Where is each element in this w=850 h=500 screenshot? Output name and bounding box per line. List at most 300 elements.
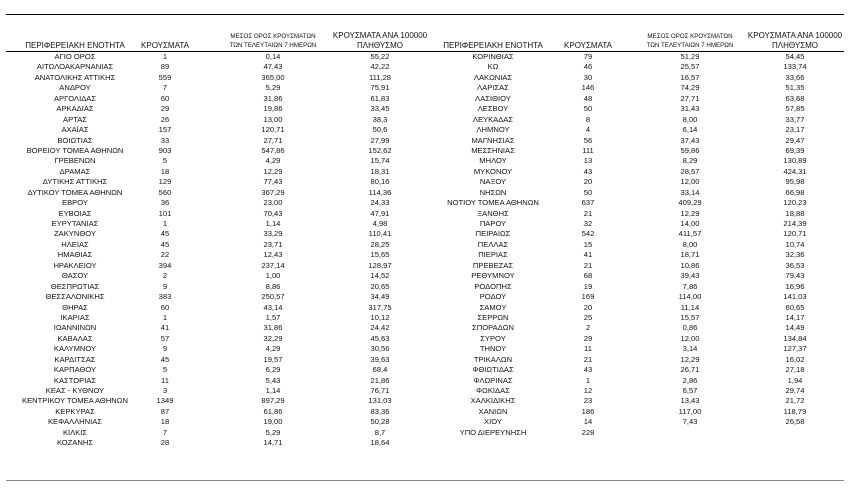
- region-cell: ΣΥΡΟΥ: [480, 333, 506, 343]
- avg7-cell: 1,00: [265, 271, 281, 281]
- cases-cell: 33: [160, 135, 170, 145]
- per100k-cell: 79,43: [785, 271, 805, 281]
- table-row: [0, 271, 425, 281]
- table-row: [418, 115, 850, 125]
- avg7-cell: 27,71: [263, 135, 283, 145]
- cases-cell: 18: [160, 166, 170, 176]
- region-cell: ΚΑΡΔΙΤΣΑΣ: [54, 354, 96, 364]
- avg7-cell: 19,86: [263, 104, 283, 114]
- table-row: [418, 104, 850, 114]
- avg7-cell: 27,71: [680, 93, 700, 103]
- cases-cell: 20: [583, 302, 593, 312]
- cases-cell: 146: [581, 83, 595, 93]
- cases-cell: 23: [583, 396, 593, 406]
- region-cell: ΤΗΝΟΥ: [479, 344, 507, 354]
- table-row: [0, 313, 425, 323]
- region-cell: ΧΙΟΥ: [484, 417, 502, 427]
- cases-cell: 45: [160, 239, 170, 249]
- table-row: [418, 376, 850, 386]
- table-row: [0, 52, 425, 62]
- table-row: [418, 209, 850, 219]
- cases-cell: 43: [583, 166, 593, 176]
- per100k-cell: 18,31: [370, 166, 390, 176]
- cases-cell: 15: [583, 239, 593, 249]
- cases-cell: 542: [581, 229, 595, 239]
- right-table-body: [418, 52, 850, 438]
- avg7-cell: 5,29: [265, 83, 281, 93]
- region-cell: ΚΑΣΤΟΡΙΑΣ: [53, 375, 97, 385]
- avg7-cell: 411,57: [678, 229, 702, 239]
- table-row: [418, 261, 850, 271]
- region-cell: ΚΑΒΑΛΑΣ: [57, 333, 93, 343]
- per100k-cell: 29,74: [785, 386, 805, 395]
- region-cell: ΑΝΔΡΟΥ: [59, 83, 91, 93]
- cases-cell: 41: [160, 323, 170, 333]
- table-row: [0, 396, 425, 406]
- region-cell: ΛΑΣΙΘΙΟΥ: [475, 93, 511, 103]
- cases-cell: 19: [583, 281, 593, 291]
- per100k-cell: 110,41: [368, 229, 392, 239]
- per100k-cell: 54,45: [785, 52, 805, 61]
- table-row: [418, 52, 850, 62]
- region-cell: ΒΟΙΩΤΙΑΣ: [57, 135, 93, 145]
- table-row: [0, 344, 425, 354]
- region-cell: ΕΒΡΟΥ: [62, 198, 88, 208]
- avg7-cell: 10,86: [680, 260, 700, 270]
- avg7-cell: 117,00: [678, 406, 702, 416]
- per100k-cell: 28,25: [370, 239, 390, 249]
- table-row: [0, 292, 425, 302]
- avg7-cell: 367,29: [261, 187, 285, 197]
- table-row: [418, 250, 850, 260]
- cases-cell: 383: [158, 292, 172, 302]
- cases-cell: 1: [162, 52, 168, 61]
- per100k-cell: 27,18: [785, 365, 805, 375]
- region-cell: ΙΚΑΡΙΑΣ: [60, 312, 90, 322]
- table-row: [418, 188, 850, 198]
- cases-cell: 57: [160, 333, 170, 343]
- table-row: [0, 146, 425, 156]
- table-row: [0, 355, 425, 365]
- per100k-cell: 57,85: [785, 104, 805, 114]
- cases-cell: 22: [160, 250, 170, 260]
- table-row: [418, 83, 850, 93]
- table-row: [418, 62, 850, 72]
- avg7-cell: 23,71: [263, 239, 283, 249]
- table-row: [0, 198, 425, 208]
- per100k-cell: 33,77: [785, 114, 805, 124]
- per100k-cell: 36,53: [785, 260, 805, 270]
- table-row: [418, 396, 850, 406]
- table-row: [0, 209, 425, 219]
- region-cell: ΚΟΡΙΝΘΙΑΣ: [472, 52, 514, 61]
- table-row: [418, 334, 850, 344]
- table-row: [418, 386, 850, 396]
- table-row: [0, 62, 425, 72]
- region-cell: ΜΕΣΣΗΝΙΑΣ: [471, 145, 515, 155]
- avg7-cell: 6,14: [682, 125, 698, 135]
- per100k-cell: 50,28: [370, 417, 390, 427]
- per100k-cell: 61,83: [370, 93, 390, 103]
- region-cell: ΑΙΤΩΛΟΑΚΑΡΝΑΝΙΑΣ: [36, 62, 114, 72]
- region-cell: ΓΡΕΒΕΝΩΝ: [54, 156, 96, 166]
- region-cell: ΚΩ: [487, 62, 499, 72]
- cases-cell: 5: [162, 365, 168, 375]
- region-cell: ΜΑΓΝΗΣΙΑΣ: [471, 135, 515, 145]
- cases-cell: 7: [162, 427, 168, 437]
- per100k-cell: 133,74: [783, 62, 807, 72]
- table-row: [418, 417, 850, 427]
- per100k-cell: 34,49: [370, 292, 390, 302]
- per100k-cell: 50,6: [372, 125, 388, 135]
- right-header-per100k-line1: ΚΡΟΥΣΜΑΤΑ ΑΝΑ 100000: [747, 31, 843, 40]
- avg7-cell: 365,00: [261, 72, 285, 82]
- region-cell: ΑΝΑΤΟΛΙΚΗΣ ΑΤΤΙΚΗΣ: [34, 72, 116, 82]
- region-cell: ΡΕΘΥΜΝΟΥ: [471, 271, 515, 281]
- region-cell: ΗΡΑΚΛΕΙΟΥ: [53, 260, 97, 270]
- table-row: [0, 376, 425, 386]
- per100k-cell: 63,68: [785, 93, 805, 103]
- region-cell: ΝΗΣΩΝ: [479, 187, 507, 197]
- region-cell: ΦΛΩΡΙΝΑΣ: [473, 375, 513, 385]
- avg7-cell: 23,00: [263, 198, 283, 208]
- cases-cell: 903: [158, 145, 172, 155]
- per100k-cell: 16,96: [785, 281, 805, 291]
- cases-cell: 45: [160, 354, 170, 364]
- region-cell: ΚΑΛΥΜΝΟΥ: [53, 344, 97, 354]
- avg7-cell: 12,29: [680, 208, 700, 218]
- region-cell: ΡΟΔΟΠΗΣ: [474, 281, 512, 291]
- avg7-cell: 31,43: [680, 104, 700, 114]
- region-cell: ΚΕΝΤΡΙΚΟΥ ΤΟΜΕΑ ΑΘΗΝΩΝ: [22, 396, 128, 406]
- table-row: [418, 94, 850, 104]
- avg7-cell: 77,43: [263, 177, 283, 187]
- table-row: [0, 417, 425, 427]
- per100k-cell: 114,36: [368, 187, 392, 197]
- per100k-cell: 14,17: [785, 312, 805, 322]
- region-cell: ΘΕΣΣΑΛΟΝΙΚΗΣ: [45, 292, 105, 302]
- avg7-cell: 3,14: [682, 344, 698, 354]
- table-row: [418, 313, 850, 323]
- region-cell: ΙΩΑΝΝΙΝΩΝ: [53, 323, 97, 333]
- avg7-cell: 250,57: [261, 292, 285, 302]
- table-row: [0, 240, 425, 250]
- region-cell: ΣΕΡΡΩΝ: [477, 312, 509, 322]
- region-cell: ΝΟΤΙΟΥ ΤΟΜΕΑ ΑΘΗΝΩΝ: [447, 198, 539, 208]
- table-row: [0, 386, 425, 396]
- table-row: [0, 125, 425, 135]
- avg7-cell: 5,43: [265, 375, 281, 385]
- avg7-cell: 5,29: [265, 427, 281, 437]
- per100k-cell: 32,36: [785, 250, 805, 260]
- region-cell: ΚΟΖΑΝΗΣ: [56, 438, 94, 448]
- per100k-cell: 47,91: [370, 208, 390, 218]
- region-cell: ΧΑΝΙΩΝ: [478, 406, 508, 416]
- region-cell: ΠΡΕΒΕΖΑΣ: [472, 260, 514, 270]
- cases-cell: 32: [583, 219, 593, 228]
- per100k-cell: 21,72: [785, 396, 805, 406]
- per100k-cell: 18,64: [370, 438, 390, 448]
- cases-cell: 87: [160, 406, 170, 416]
- cases-cell: 3: [162, 386, 168, 395]
- per100k-cell: 118,79: [783, 406, 807, 416]
- avg7-cell: 12,29: [680, 354, 700, 364]
- region-cell: ΠΕΛΛΑΣ: [477, 239, 509, 249]
- region-cell: ΛΗΜΝΟΥ: [476, 125, 510, 135]
- avg7-cell: 47,43: [263, 62, 283, 72]
- avg7-cell: 31,86: [263, 93, 283, 103]
- cases-cell: 101: [158, 208, 172, 218]
- cases-cell: 26: [160, 114, 170, 124]
- per100k-cell: 10,12: [370, 312, 390, 322]
- avg7-cell: 14,71: [263, 438, 283, 448]
- region-cell: ΥΠΟ ΔΙΕΡΕΥΝΗΣΗ: [459, 427, 527, 437]
- cases-cell: 50: [583, 187, 593, 197]
- region-cell: ΝΑΞΟΥ: [479, 177, 507, 187]
- avg7-cell: 120,71: [261, 125, 285, 135]
- avg7-cell: 8,86: [265, 281, 281, 291]
- avg7-cell: 32,29: [263, 333, 283, 343]
- region-cell: ΠΙΕΡΙΑΣ: [478, 250, 508, 260]
- table-row: [0, 115, 425, 125]
- per100k-cell: 130,89: [783, 156, 807, 166]
- cases-cell: 559: [158, 72, 172, 82]
- region-cell: ΦΩΚΙΔΑΣ: [476, 386, 510, 395]
- avg7-cell: 26,71: [680, 365, 700, 375]
- table-row: [418, 146, 850, 156]
- table-row: [0, 83, 425, 93]
- avg7-cell: 19,00: [263, 417, 283, 427]
- avg7-cell: 12,00: [680, 333, 700, 343]
- region-cell: ΑΧΑΪΑΣ: [61, 125, 89, 135]
- cases-cell: 1: [585, 375, 591, 385]
- region-cell: ΚΕΦΑΛΛΗΝΙΑΣ: [47, 417, 103, 427]
- table-row: [418, 355, 850, 365]
- cases-cell: 45: [160, 229, 170, 239]
- cases-cell: 7: [162, 83, 168, 93]
- table-row: [418, 136, 850, 146]
- per100k-cell: 111,28: [368, 72, 392, 82]
- avg7-cell: 6,29: [265, 365, 281, 375]
- left-header-region: ΠΕΡΙΦΕΡΕΙΑΚΗ ΕΝΟΤΗΤΑ: [25, 41, 125, 50]
- avg7-cell: 15,57: [680, 312, 700, 322]
- cases-cell: 29: [160, 104, 170, 114]
- per100k-cell: 76,71: [370, 386, 390, 395]
- region-cell: ΧΑΛΚΙΔΙΚΗΣ: [470, 396, 516, 406]
- region-cell: ΘΗΡΑΣ: [62, 302, 88, 312]
- table-row: [0, 407, 425, 417]
- right-header-cases: ΚΡΟΥΣΜΑΤΑ: [564, 41, 612, 50]
- cases-cell: 637: [581, 198, 595, 208]
- cases-cell: 25: [583, 312, 593, 322]
- cases-cell: 2: [585, 323, 591, 333]
- region-cell: ΔΡΑΜΑΣ: [59, 166, 91, 176]
- per100k-cell: 24,42: [370, 323, 390, 333]
- region-cell: ΚΑΡΠΑΘΟΥ: [53, 365, 97, 375]
- table-row: [418, 229, 850, 239]
- table-row: [418, 271, 850, 281]
- table-row: [418, 198, 850, 208]
- cases-cell: 11: [161, 375, 169, 385]
- per100k-cell: 69,39: [785, 145, 805, 155]
- avg7-cell: 8,00: [682, 239, 698, 249]
- cases-cell: 4: [585, 125, 591, 135]
- per100k-cell: 14,52: [370, 271, 390, 281]
- cases-cell: 46: [583, 62, 593, 72]
- per100k-cell: 214,39: [783, 219, 807, 228]
- region-cell: ΛΕΥΚΑΔΑΣ: [472, 114, 514, 124]
- avg7-cell: 14,00: [680, 219, 700, 228]
- per100k-cell: 10,74: [785, 239, 805, 249]
- per100k-cell: 23,17: [785, 125, 805, 135]
- cases-cell: 111: [582, 145, 594, 155]
- per100k-cell: 68,4: [372, 365, 388, 375]
- region-cell: ΒΟΡΕΙΟΥ ΤΟΜΕΑ ΑΘΗΝΩΝ: [26, 145, 124, 155]
- per100k-cell: 128,97: [368, 260, 392, 270]
- avg7-cell: 0,14: [265, 52, 281, 61]
- table-row: [418, 292, 850, 302]
- region-cell: ΚΕΡΚΥΡΑΣ: [55, 406, 95, 416]
- cases-cell: 56: [583, 135, 593, 145]
- table-row: [0, 188, 425, 198]
- table-row: [0, 136, 425, 146]
- cases-cell: 60: [160, 93, 170, 103]
- cases-cell: 9: [162, 344, 168, 354]
- cases-cell: 43: [583, 365, 593, 375]
- table-row: [0, 73, 425, 83]
- avg7-cell: 16,57: [680, 72, 700, 82]
- cases-cell: 8: [585, 114, 591, 124]
- bottom-rule: [6, 480, 844, 481]
- per100k-cell: 317,75: [368, 302, 392, 312]
- table-row: [418, 125, 850, 135]
- per100k-cell: 18,88: [785, 208, 805, 218]
- avg7-cell: 4,29: [265, 156, 281, 166]
- cases-cell: 560: [158, 187, 172, 197]
- cases-cell: 2: [162, 271, 168, 281]
- avg7-cell: 43,14: [263, 302, 283, 312]
- per100k-cell: 38,3: [372, 114, 388, 124]
- table-row: [418, 344, 850, 354]
- table-row: [0, 438, 425, 448]
- avg7-cell: 12,00: [680, 177, 700, 187]
- avg7-cell: 39,43: [680, 271, 700, 281]
- per100k-cell: 120,71: [783, 229, 807, 239]
- avg7-cell: 37,43: [680, 135, 700, 145]
- per100k-cell: 83,36: [370, 406, 390, 416]
- top-rule: [6, 14, 844, 15]
- table-row: [418, 303, 850, 313]
- region-cell: ΑΓΙΟ ΟΡΟΣ: [54, 52, 96, 61]
- avg7-cell: 13,43: [680, 396, 700, 406]
- avg7-cell: 6,57: [682, 386, 698, 395]
- avg7-cell: 7,43: [682, 417, 698, 427]
- avg7-cell: 8,00: [682, 114, 698, 124]
- table-row: [418, 240, 850, 250]
- left-header-per100k-line2: ΠΛΗΘΥΣΜΟ: [356, 41, 404, 50]
- region-cell: ΑΡΚΑΔΙΑΣ: [56, 104, 94, 114]
- per100k-cell: 131,03: [368, 396, 392, 406]
- region-cell: ΔΥΤΙΚΗΣ ΑΤΤΙΚΗΣ: [42, 177, 108, 187]
- avg7-cell: 114,00: [678, 292, 702, 302]
- table-row: [0, 282, 425, 292]
- region-cell: ΣΠΟΡΑΔΩΝ: [472, 323, 514, 333]
- per100k-cell: 120,23: [783, 198, 807, 208]
- avg7-cell: 28,57: [680, 166, 700, 176]
- table-row: [0, 156, 425, 166]
- per100k-cell: 141,03: [783, 292, 807, 302]
- cases-cell: 50: [583, 104, 593, 114]
- per100k-cell: 4,98: [372, 219, 388, 228]
- avg7-cell: 237,14: [261, 260, 285, 270]
- per100k-cell: 24,33: [370, 198, 390, 208]
- avg7-cell: 11,14: [680, 302, 700, 312]
- cases-cell: 30: [583, 72, 593, 82]
- region-cell: ΑΡΤΑΣ: [63, 114, 87, 124]
- avg7-cell: 61,86: [263, 406, 283, 416]
- per100k-cell: 134,84: [783, 333, 807, 343]
- per100k-cell: 45,63: [370, 333, 390, 343]
- table-row: [0, 167, 425, 177]
- per100k-cell: 29,47: [785, 135, 805, 145]
- per100k-cell: 66,98: [785, 187, 805, 197]
- per100k-cell: 14,49: [785, 323, 805, 333]
- cases-cell: 21: [583, 354, 593, 364]
- per100k-cell: 80,16: [370, 177, 390, 187]
- avg7-cell: 59,86: [680, 145, 700, 155]
- cases-cell: 12: [583, 386, 593, 395]
- region-cell: ΑΡΓΟΛΙΔΑΣ: [53, 93, 97, 103]
- per100k-cell: 60,65: [785, 302, 805, 312]
- cases-cell: 36: [160, 198, 170, 208]
- avg7-cell: 51,29: [680, 52, 700, 61]
- avg7-cell: 0,86: [682, 323, 698, 333]
- avg7-cell: 70,43: [263, 208, 283, 218]
- table-row: [0, 219, 425, 229]
- cases-cell: 186: [581, 406, 595, 416]
- per100k-cell: 30,56: [370, 344, 390, 354]
- left-header-cases: ΚΡΟΥΣΜΑΤΑ: [141, 41, 189, 50]
- cases-cell: 129: [158, 177, 172, 187]
- right-header-avg-line2: ΤΩΝ ΤΕΛΕΥΤΑΙΩΝ 7 ΗΜΕΡΩΝ: [646, 42, 734, 49]
- cases-cell: 89: [160, 62, 170, 72]
- per100k-cell: 39,63: [370, 354, 390, 364]
- avg7-cell: 19,57: [263, 354, 283, 364]
- cases-cell: 14: [583, 417, 593, 427]
- region-cell: ΣΑΜΟΥ: [479, 302, 507, 312]
- avg7-cell: 74,29: [680, 83, 700, 93]
- avg7-cell: 2,86: [682, 375, 698, 385]
- per100k-cell: 127,37: [783, 344, 807, 354]
- per100k-cell: 8,7: [374, 427, 386, 437]
- cases-cell: 1: [162, 312, 168, 322]
- cases-cell: 9: [162, 281, 168, 291]
- cases-cell: 60: [160, 302, 170, 312]
- per100k-cell: 15,65: [370, 250, 390, 260]
- avg7-cell: 18,71: [680, 250, 700, 260]
- cases-cell: 79: [583, 52, 593, 61]
- table-row: [0, 104, 425, 114]
- cases-cell: 13: [583, 156, 593, 166]
- cases-cell: 1349: [156, 396, 174, 406]
- per100k-cell: 152,62: [368, 145, 392, 155]
- table-row: [418, 365, 850, 375]
- avg7-cell: 33,14: [680, 187, 700, 197]
- avg7-cell: 547,86: [261, 145, 285, 155]
- cases-cell: 48: [583, 93, 593, 103]
- avg7-cell: 897,29: [261, 396, 285, 406]
- per100k-cell: 424,31: [783, 166, 807, 176]
